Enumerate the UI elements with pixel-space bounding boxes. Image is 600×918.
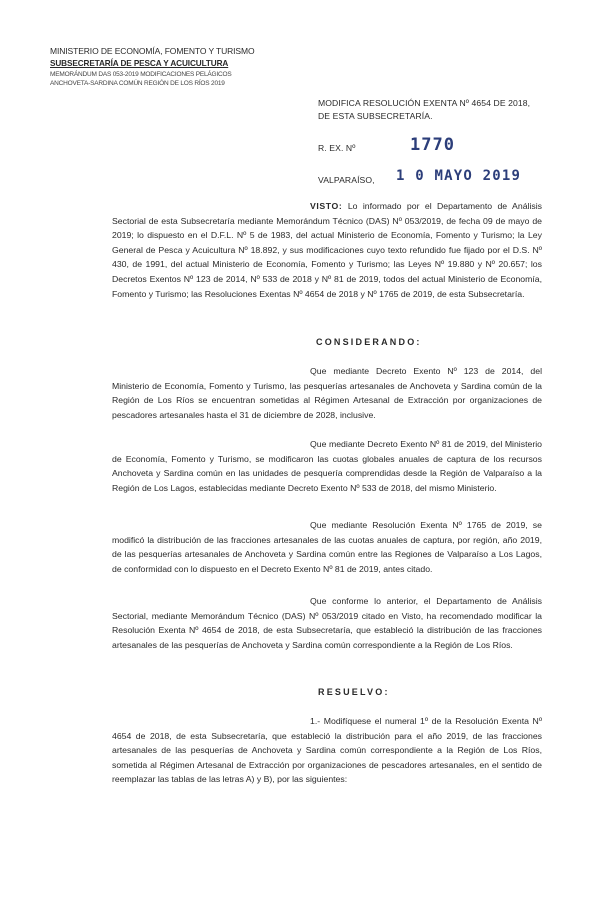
reference-line-2: ANCHOVETA-SARDINA COMÚN REGIÓN DE LOS RÍOS 2019 [50, 80, 225, 87]
resolution-title-line-1: MODIFICA RESOLUCIÓN EXENTA Nº 4654 DE 2018, [318, 98, 531, 108]
considerando-paragraph-1 [112, 364, 542, 422]
resuelvo-paragraph-1 [112, 714, 542, 787]
ministry-name: MINISTERIO DE ECONOMÍA, FOMENTO Y TURISMO [50, 46, 255, 56]
visto-label: VISTO: [310, 201, 343, 211]
rex-number-stamp: 1770 [410, 135, 455, 155]
rex-label: R. EX. Nº [318, 143, 356, 153]
resolution-title-line-2: DE ESTA SUBSECRETARÍA. [318, 111, 433, 121]
visto-paragraph [112, 199, 542, 301]
considerando-text-3: Que mediante Resolución Exenta Nº 1765 de 2019, se modificó la distribución de las fracciones artesanales de las cuotas anuales de captura, por región, año 2019, de las pesquerías artesanales de Anchoveta y Sardina común entre las Regiones de Valparaíso a Los Lagos, de conformidad con lo dispuesto en el Decreto Exento Nº 81 de 2019, antes citado. [112, 520, 542, 574]
date-place: VALPARAÍSO, [318, 175, 375, 185]
date-stamp: 1 0 MAYO 2019 [396, 168, 522, 184]
reference-line-1: MEMORÁNDUM DAS 053-2019 MODIFICACIONES PELÁGICOS [50, 71, 232, 78]
considerando-text-2: Que mediante Decreto Exento Nº 81 de 2019, del Ministerio de Economía, Fomento y Turismo, se modificaron las cuotas globales anuales de captura de los recursos Anchoveta y Sardina común en las unidades de pesquería comprendidas desde la Región de Valparaíso a la Región de Los Lagos, establecidas mediante Decreto Exento Nº 533 de 2018, del mismo Ministerio. [112, 439, 542, 493]
visto-text: Lo informado por el Departamento de Análisis Sectorial de esta Subsecretaría mediante Memorándum Técnico (DAS) Nº 053/2019, de fecha 09 de mayo de 2019; lo dispuesto en el D.F.L. Nº 5 de 1983, del actual Ministerio de Economía, Fomento y Turismo; la Ley General de Pesca y Acuicultura Nº 18.892, y sus modificaciones cuyo texto refundido fue fijado por el D.S. Nº 430, de 1991, del actual Ministerio de Economía, Fomento y Turismo; las Leyes Nº 19.880 y Nº 20.657; los Decretos Exentos Nº 123 de 2014, Nº 533 de 2018 y Nº 81 de 2019, todos del actual Ministerio de Economía, Fomento y Turismo; las Resoluciones Exentas Nº 4654 de 2018 y Nº 1765 de 2019, de esta Subsecretaría. [112, 201, 542, 299]
considerando-paragraph-4 [112, 594, 542, 652]
subsecretaria-name: SUBSECRETARÍA DE PESCA Y ACUICULTURA [50, 59, 229, 68]
considerando-paragraph-2 [112, 437, 542, 495]
considerando-text-4: Que conforme lo anterior, el Departamento de Análisis Sectorial, mediante Memorándum Técnico (DAS) Nº 053/2019 citado en Visto, ha recomendado modificar la Resolución Exenta Nº 4654 de 2018, de esta Subsecretaría, que estableció la distribución de las fracciones artesanales de las pesquerías de Anchoveta y Sardina común correspondiente a la Región de Los Ríos. [112, 596, 542, 650]
considerando-text-1: Que mediante Decreto Exento Nº 123 de 2014, del Ministerio de Economía, Fomento y Turismo, las pesquerías artesanales de Anchoveta y Sardina común de la Región de Los Ríos se encuentran sometidas al Régimen Artesanal de Extracción por organizaciones de pescadores artesanales hasta el 31 de diciembre de 2028, inclusive. [112, 366, 542, 420]
resuelvo-text-1: 1.- Modifíquese el numeral 1º de la Resolución Exenta Nº 4654 de 2018, de esta Subsecretaría, que estableció la distribución para el año 2019, de las fracciones artesanales de las pesquerías de Anchoveta y Sardina común correspondiente a la Región de Los Ríos, sometida al Régimen Artesanal de Extracción por organizaciones de pescadores artesanales, en el sentido de reemplazar las tablas de las letras A) y B), por las siguientes: [112, 716, 542, 785]
resuelvo-heading: RESUELVO: [318, 687, 390, 697]
considerando-heading: CONSIDERANDO: [316, 337, 422, 347]
considerando-paragraph-3 [112, 518, 542, 576]
